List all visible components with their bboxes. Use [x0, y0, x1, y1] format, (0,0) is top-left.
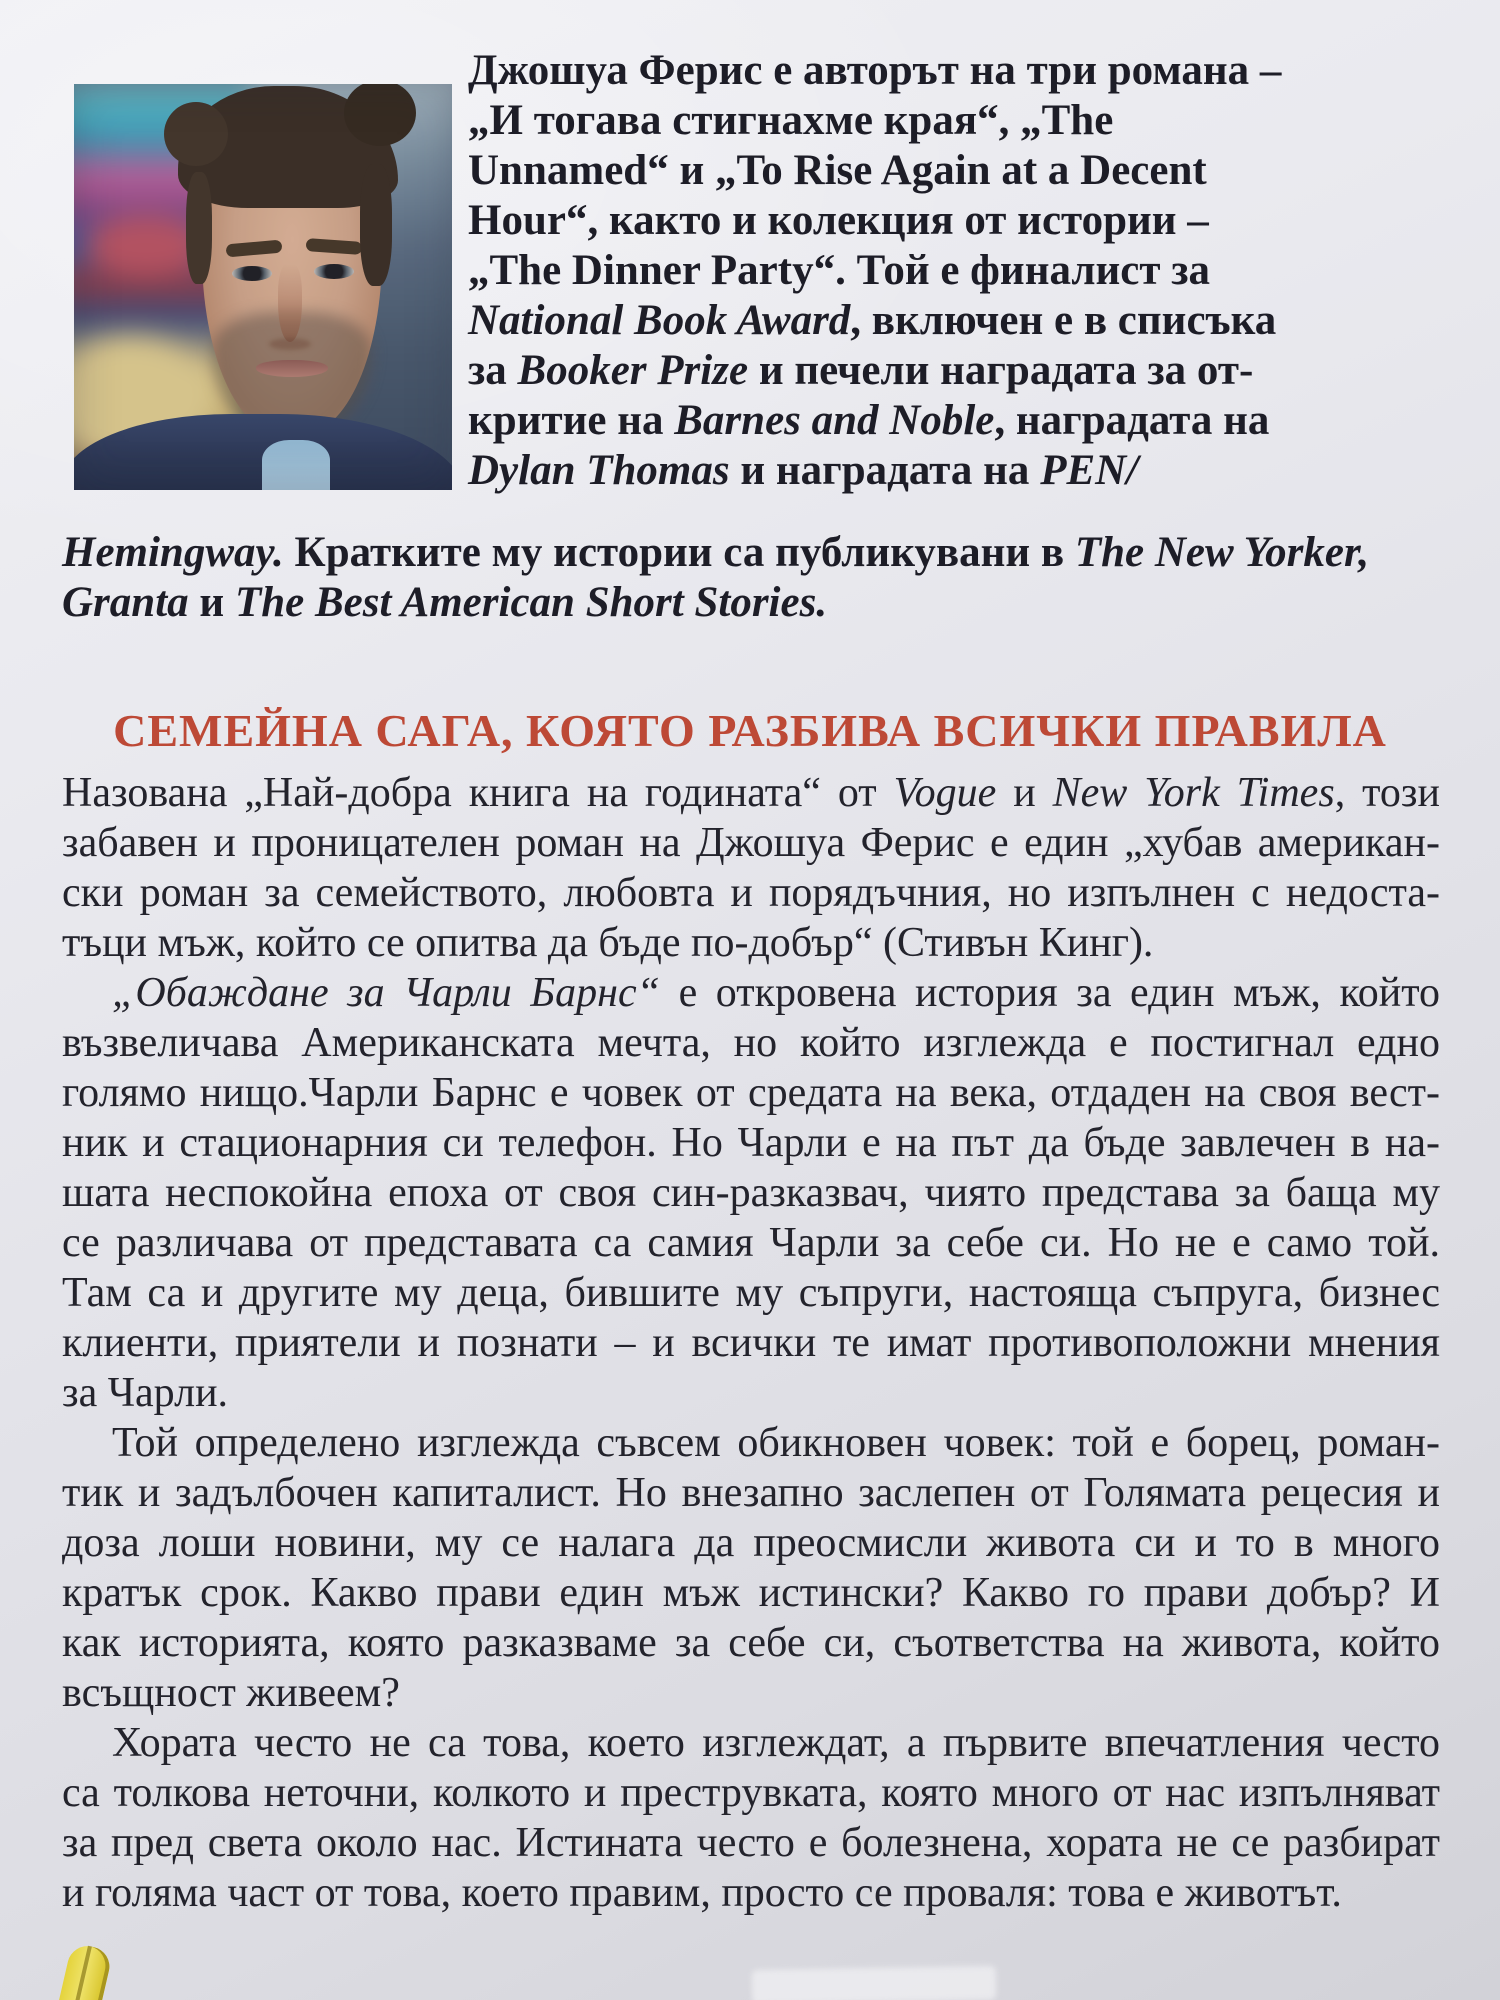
text-line	[62, 1318, 1440, 1368]
text-run: е откровена история за един мъж, който	[660, 970, 1440, 1016]
text-line	[468, 46, 1443, 96]
text-run: и наградата на	[729, 447, 1041, 494]
text-line	[62, 818, 1440, 868]
text-run: Hour“, както и колекция от истории –	[468, 197, 1209, 244]
author-photo	[74, 84, 452, 490]
italic-text-run: Vogue	[893, 770, 997, 816]
text-run: голямо нищо.Чарли Барнс е човек от средата на века, отдаден на своя вест-	[62, 1070, 1440, 1116]
text-run: и печели наградата за от-	[748, 347, 1254, 394]
text-run: и	[996, 770, 1053, 816]
text-run: всъщност живеем?	[62, 1670, 400, 1716]
italic-text-run: PEN/	[1040, 447, 1139, 494]
text-run: Джошуа Ферис е авторът на три романа –	[468, 47, 1282, 94]
text-line	[62, 1618, 1440, 1668]
italic-text-run: „Обаждане за Чарли Барнс“	[112, 970, 660, 1016]
italic-text-run: Hemingway.	[62, 529, 284, 576]
italic-text-run: The Best American Short Stories.	[234, 579, 828, 626]
text-run: тъци мъж, който се опитва да бъде по-добър“ (Стивън Кинг).	[62, 920, 1154, 966]
text-line	[62, 868, 1440, 918]
text-run: Unnamed“ и „To Rise Again at a Decent	[468, 147, 1207, 194]
text-line	[468, 396, 1443, 446]
text-run: Хората често не са това, което изглеждат, а първите впечатления често	[112, 1720, 1440, 1766]
author-bio-full-width	[62, 528, 1442, 628]
synopsis-paragraphs	[62, 768, 1440, 1918]
text-line	[62, 918, 1440, 968]
text-run: тик и задълбочен капиталист. Но внезапно заслепен от Голямата рецесия и	[62, 1470, 1440, 1516]
text-run: кратък срок. Какво прави един мъж истински? Какво го прави добър? И	[62, 1570, 1440, 1616]
text-line	[62, 1268, 1440, 1318]
text-run: за Чарли.	[62, 1370, 229, 1416]
text-line	[62, 968, 1440, 1018]
text-line	[62, 1868, 1440, 1918]
author-bio-column	[468, 46, 1443, 496]
text-line	[468, 346, 1443, 396]
text-line	[62, 1468, 1440, 1518]
text-line	[468, 196, 1443, 246]
text-run: за пред света около нас. Истината често е болезнена, хората не се разбират	[62, 1820, 1440, 1866]
text-run: възвеличава Американската мечта, но който изглежда е постигнал едно	[62, 1020, 1440, 1066]
text-line	[62, 528, 1442, 578]
text-run: клиенти, приятели и познати – и всички те имат противоположни мнения	[62, 1320, 1440, 1366]
text-run: и	[188, 579, 235, 626]
text-run: , наградата на	[994, 397, 1270, 444]
text-run: и голяма част от това, което правим, просто се проваля: това е животът.	[62, 1870, 1342, 1916]
text-line	[468, 246, 1443, 296]
photo-vignette	[74, 84, 452, 490]
text-run: Той определено изглежда съвсем обикновен човек: той е борец, роман-	[112, 1420, 1440, 1466]
text-run: са толкова неточни, колкото и преструвката, която много от нас изпълняват	[62, 1770, 1440, 1816]
text-line	[62, 1518, 1440, 1568]
italic-text-run: Dylan Thomas	[468, 447, 730, 494]
text-line	[62, 1118, 1440, 1168]
text-run: „И тогава стигнахме края“, „The	[468, 97, 1114, 144]
paragraph	[62, 968, 1440, 1418]
text-line	[62, 1818, 1440, 1868]
paragraph	[62, 1718, 1440, 1918]
text-run: как историята, която разказваме за себе си, съответства на живота, който	[62, 1620, 1440, 1666]
text-line	[62, 1768, 1440, 1818]
paragraph	[62, 768, 1440, 968]
text-line	[62, 1418, 1440, 1468]
text-line	[62, 1718, 1440, 1768]
text-run: , този	[1334, 770, 1440, 816]
text-run: „The Dinner Party“. Той е финалист за	[468, 247, 1211, 294]
sticker-residue	[752, 1966, 997, 2000]
italic-text-run: National Book Award	[468, 297, 851, 344]
italic-text-run: New York Times	[1052, 770, 1335, 816]
text-line	[62, 578, 1442, 628]
text-run: доза лоши новини, му се налага да преосмисли живота си и то в много	[62, 1520, 1440, 1566]
text-line	[468, 446, 1443, 496]
text-line	[62, 768, 1440, 818]
italic-text-run: The New Yorker,	[1074, 529, 1370, 576]
text-line	[62, 1218, 1440, 1268]
text-line	[62, 1668, 1440, 1718]
text-run: се различава от представата са самия Чарли за себе си. Но не е само той.	[62, 1220, 1440, 1266]
text-run: Там са и другите му деца, бившите му съпруги, настояща съпруга, бизнес	[62, 1270, 1440, 1316]
text-line	[62, 1018, 1440, 1068]
text-line	[468, 296, 1443, 346]
text-run: шата неспокойна епоха от своя син-разказвач, чиято представа за баща му	[62, 1170, 1440, 1216]
text-run: , включен е в списъка	[850, 297, 1277, 344]
italic-text-run: Barnes and Noble	[674, 397, 995, 444]
italic-text-run: Booker Prize	[517, 347, 749, 394]
text-run: Назована „Най-добра книга на годината“ от	[62, 770, 894, 816]
paragraph	[62, 1418, 1440, 1718]
text-line	[62, 1168, 1440, 1218]
pencil-tip-decoration	[57, 1942, 114, 2000]
text-run: ски роман за семейството, любовта и порядъчния, но изпълнен с недоста-	[62, 870, 1440, 916]
text-line	[62, 1568, 1440, 1618]
text-line	[468, 96, 1443, 146]
text-run: критие на	[468, 397, 675, 444]
text-line	[62, 1368, 1440, 1418]
text-line	[468, 146, 1443, 196]
text-run: забавен и проницателен роман на Джошуа Ферис е един „хубав американ-	[62, 820, 1440, 866]
text-run: Кратките му истории са публикувани в	[283, 529, 1075, 576]
text-line	[62, 1068, 1440, 1118]
text-run: за	[468, 347, 518, 394]
text-run: ник и стационарния си телефон. Но Чарли е на път да бъде завлечен в на-	[62, 1120, 1440, 1166]
tagline-heading: СЕМЕЙНА САГА, КОЯТО РАЗБИВА ВСИЧКИ ПРАВИЛА	[113, 704, 1387, 756]
italic-text-run: Granta	[62, 579, 189, 626]
